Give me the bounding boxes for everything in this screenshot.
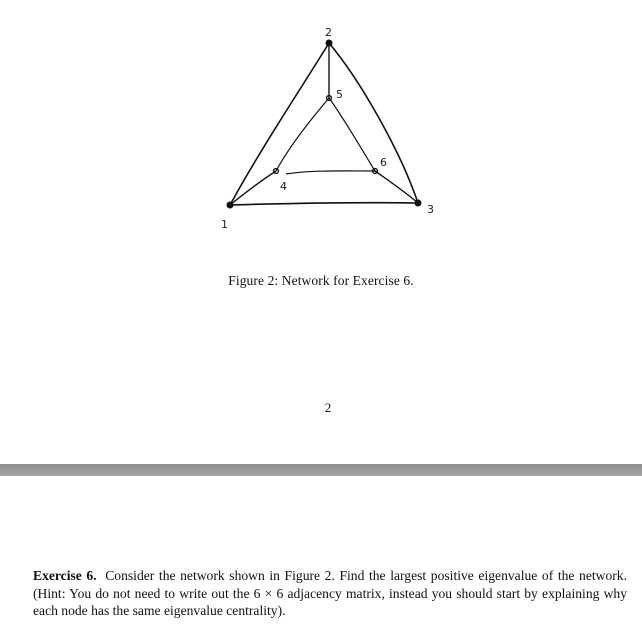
figure-caption: Figure 2: Network for Exercise 6. (228, 273, 414, 288)
edge-5-6 (329, 98, 375, 171)
node-label-3: 3 (427, 203, 434, 216)
node-label-6: 6 (380, 156, 387, 169)
node-label-1: 1 (221, 218, 228, 231)
node-label-5: 5 (336, 88, 343, 101)
node-2 (326, 40, 333, 47)
node-label-4: 4 (280, 180, 287, 193)
edge-1-3 (230, 203, 418, 205)
page-number: 2 (324, 400, 332, 415)
node-3 (415, 200, 422, 207)
node-label-2: 2 (325, 26, 332, 39)
edge-2-3 (329, 43, 418, 203)
exercise-paragraph (33, 567, 627, 620)
page-divider (0, 464, 642, 476)
edge-4-6 (286, 171, 375, 174)
edge-1-4 (230, 171, 276, 205)
edge-4-5 (276, 98, 329, 171)
exercise-label: Exercise 6. (33, 568, 97, 583)
node-1 (227, 202, 234, 209)
exercise-text: Consider the network shown in Figure 2. Find the largest positive eigenvalue of the network. (Hint: You do not need to write out the 6 × 6 adjacency matrix, instead you should start by explaining why each node has the same eigenvalue centrality). (33, 568, 627, 618)
network-figure (200, 20, 520, 240)
